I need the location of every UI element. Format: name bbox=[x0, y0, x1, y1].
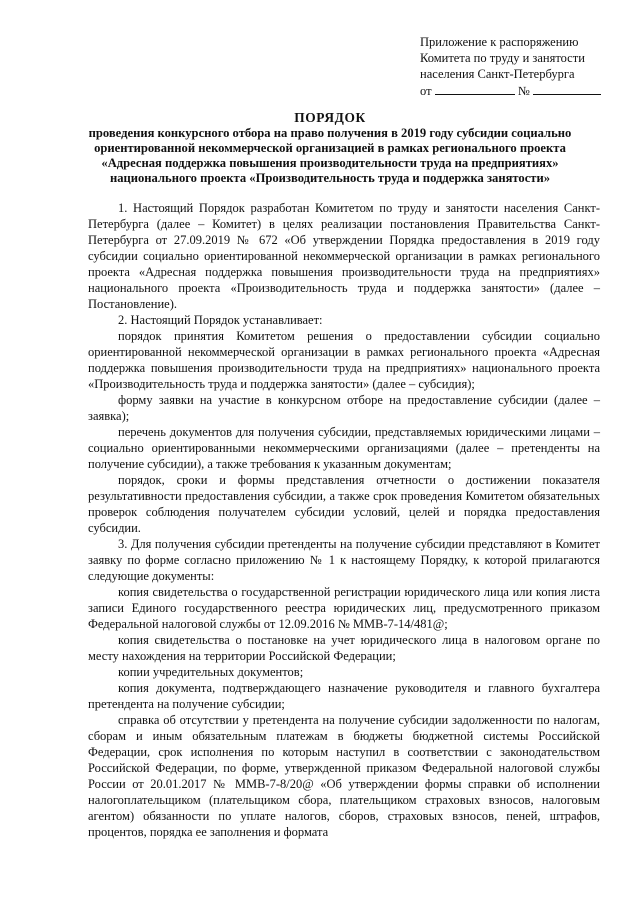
document-body bbox=[88, 200, 600, 840]
subtitle-line: национального проекта «Производительность труда и поддержка занятости» bbox=[109, 171, 551, 185]
appendix-header bbox=[420, 34, 620, 99]
paragraph-application-form: форму заявки на участие в конкурсном отборе на предоставление субсидии (далее – заявка); bbox=[88, 393, 600, 423]
number-sign: № bbox=[517, 84, 530, 98]
paragraph-tax-certificate: справка об отсутствии у претендента на получение субсидии задолженности по налогам, сборам и иным обязательным платежам в бюджеты бюджетной системы Российской Федерации, срок исполнения по которым наступил в соответствии с законодательством Российской Федерации, по форме, утвержденной приказом Федеральной налоговой службы России от 20.01.2017 № ММВ-7-8/20@ «Об утверждении формы справки об исполнении налогоплательщиком (плательщиком сбора, плательщиком страховых взносов, налоговым агентом) обязанности по уплате налогов, сборов, страховых взносов, пеней, штрафов, процентов, порядка ее заполнения и формата bbox=[88, 713, 600, 839]
paragraph-procedure: порядок принятия Комитетом решения о предоставлении субсидии социально ориентированной некоммерческой организации в рамках регионального проекта «Адресная поддержка повышения производительности труда на предприятиях» национального проекта «Производительность труда и поддержка занятости» (далее – субсидия); bbox=[88, 329, 600, 391]
appendix-line-3: населения Санкт-Петербурга bbox=[420, 67, 575, 81]
paragraph-tax-registration-copy: копия свидетельства о постановке на учет юридического лица в налоговом органе по месту нахождения на территории Российской Федерации; bbox=[88, 633, 600, 663]
date-blank-field bbox=[435, 82, 515, 95]
date-prefix: от bbox=[420, 84, 432, 98]
subtitle-line: «Адресная поддержка повышения производительности труда на предприятиях» bbox=[101, 156, 559, 170]
paragraph-reporting: порядок, сроки и формы представления отчетности о достижении показателя результативности предоставления субсидии, а также срок проведения Комитетом обязательных проверок соблюдения получателем субсидии условий, целей и порядка предоставления субсидии. bbox=[88, 473, 600, 535]
document-title: ПОРЯДОК bbox=[294, 110, 366, 125]
paragraph-1: 1. Настоящий Порядок разработан Комитетом по труду и занятости населения Санкт-Петербурга (далее – Комитет) в целях реализации постановления Правительства Санкт-Петербурга от 27.09.2019 № 672 «Об утверждении Порядка предоставления в 2019 году субсидии социально ориентированной некоммерческой организации в рамках регионального проекта «Адресная поддержка повышения производительности труда на предприятиях» национального проекта «Производительность труда и поддержка занятости» (далее – Постановление). bbox=[88, 201, 600, 311]
document-subtitle bbox=[60, 126, 600, 186]
paragraph-founding-documents: копии учредительных документов; bbox=[118, 665, 304, 679]
appendix-date-line bbox=[420, 82, 620, 99]
number-blank-field bbox=[533, 82, 601, 95]
paragraph-document-list: перечень документов для получения субсидии, представляемых юридическими лицами – социально ориентированными некоммерческими организациями (далее – претенденты на получение субсидии), а также требования к указанным документам; bbox=[88, 425, 600, 471]
paragraph-2: 2. Настоящий Порядок устанавливает: bbox=[118, 313, 323, 327]
paragraph-3: 3. Для получения субсидии претенденты на получение субсидии представляют в Комитет заявку по форме согласно приложению № 1 к настоящему Порядку, к которой прилагаются следующие документы: bbox=[88, 537, 600, 583]
subtitle-line: ориентированной некоммерческой организацией в рамках регионального проекта bbox=[94, 141, 566, 155]
appendix-line-2: Комитета по труду и занятости bbox=[420, 51, 585, 65]
appendix-line-1: Приложение к распоряжению bbox=[420, 35, 579, 49]
paragraph-registration-copy: копия свидетельства о государственной регистрации юридического лица или копия листа записи Единого государственного реестра юридических лиц, предусмотренного приказом Федеральной налоговой службы от 12.09.2016 № ММВ-7-14/481@; bbox=[88, 585, 600, 631]
subtitle-line: проведения конкурсного отбора на право получения в 2019 году субсидии социально bbox=[88, 126, 572, 140]
paragraph-appointment-document: копия документа, подтверждающего назначение руководителя и главного бухгалтера претендента на получение субсидии; bbox=[88, 681, 600, 711]
